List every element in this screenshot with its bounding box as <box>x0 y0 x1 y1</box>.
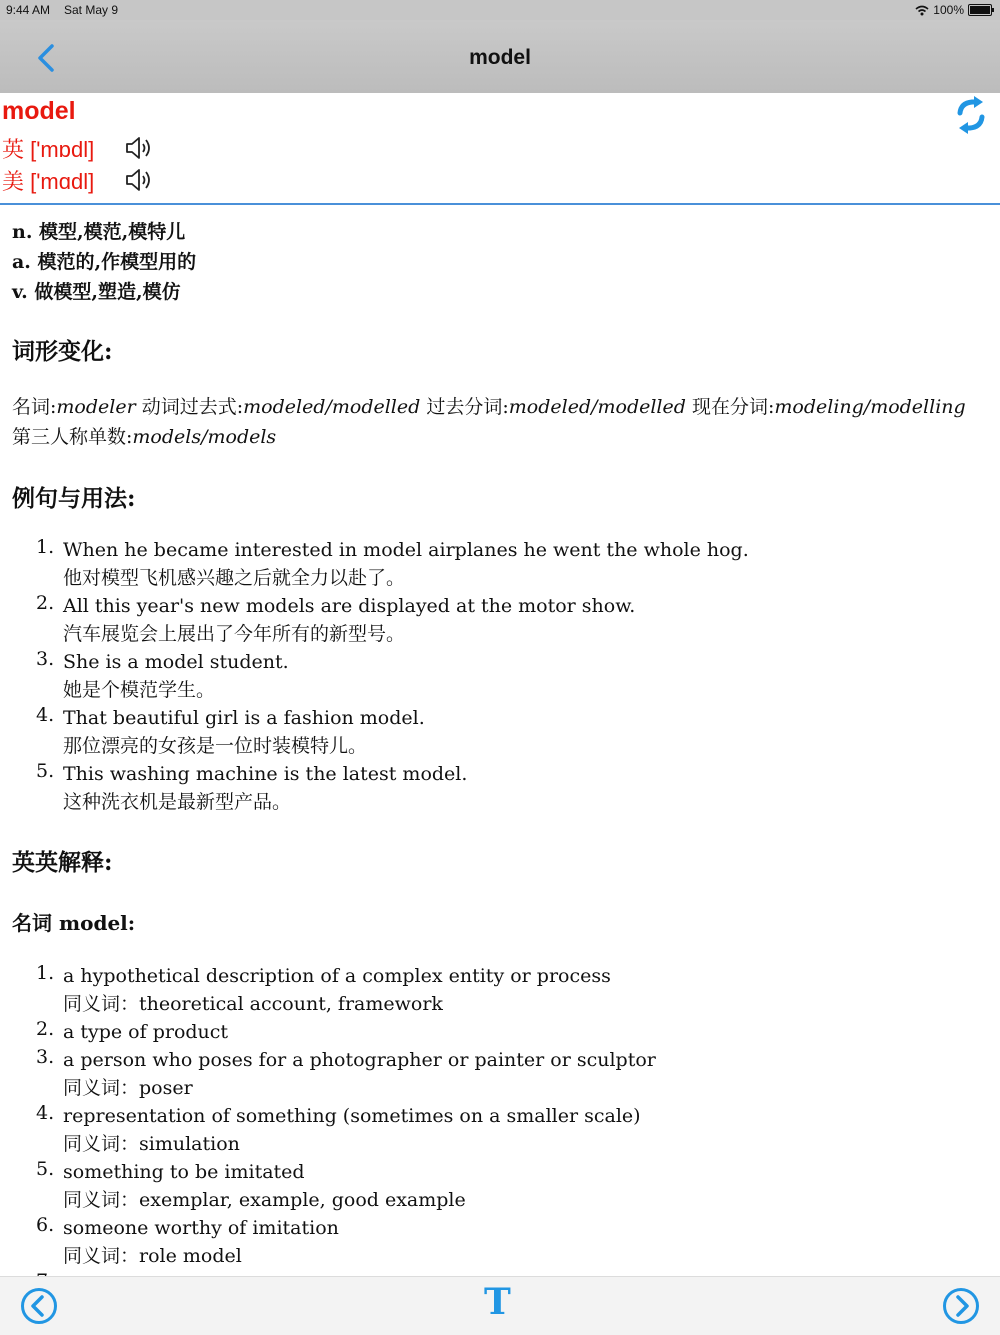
list-item <box>0 1214 656 1270</box>
english-definition: something to be imitated <box>63 1161 305 1183</box>
english-definitions-list <box>0 962 656 1298</box>
list-item <box>0 1018 656 1046</box>
item-number: 5. <box>36 760 55 782</box>
list-item <box>0 1102 656 1158</box>
form-label: 过去分词: <box>420 396 509 418</box>
english-definition: someone worthy of imitation <box>63 1217 339 1239</box>
example-english: She is a model student. <box>63 651 289 673</box>
definition-line: n. 模型,模范,模特儿 <box>12 221 186 243</box>
example-chinese: 他对模型飞机感兴趣之后就全力以赴了。 <box>63 567 406 589</box>
circle-arrow-left-icon[interactable] <box>20 1287 58 1325</box>
form-value: models/models <box>132 426 277 448</box>
navigation-bar <box>0 20 1000 93</box>
form-label: 名词: <box>12 396 57 418</box>
circle-arrow-right-icon[interactable] <box>942 1287 980 1325</box>
example-english: That beautiful girl is a fashion model. <box>63 707 425 729</box>
examples-heading: 例句与用法: <box>12 485 136 512</box>
list-item <box>0 648 749 704</box>
part-of-speech-heading: 名词 model: <box>12 911 136 935</box>
text-size-icon[interactable]: T <box>484 1281 511 1323</box>
speaker-icon[interactable] <box>124 167 154 193</box>
example-english: This washing machine is the latest model. <box>63 763 468 785</box>
definition-line: v. 做模型,塑造,模仿 <box>12 281 181 303</box>
form-label: 第三人称单数: <box>12 426 133 448</box>
example-chinese: 这种洗衣机是最新型产品。 <box>63 791 292 813</box>
english-definition: a hypothetical description of a complex entity or process <box>63 965 611 987</box>
list-item <box>0 962 656 1018</box>
headword: model <box>2 97 76 125</box>
status-bar <box>0 0 1000 20</box>
example-chinese: 她是个模范学生。 <box>63 679 216 701</box>
form-value: modeler <box>56 396 136 418</box>
synonyms: 同义词：role model <box>63 1245 242 1267</box>
item-number: 2. <box>36 1018 55 1040</box>
examples-list <box>0 536 749 816</box>
wifi-icon <box>915 5 929 16</box>
synonyms: 同义词：theoretical account, framework <box>63 993 443 1015</box>
form-label: 现在分词: <box>685 396 775 418</box>
item-number: 4. <box>36 704 55 726</box>
refresh-icon[interactable] <box>952 96 990 134</box>
status-right <box>915 3 992 17</box>
bottom-toolbar <box>0 1276 1000 1335</box>
example-chinese: 那位漂亮的女孩是一位时装模特儿。 <box>63 735 368 757</box>
synonyms: 同义词：exemplar, example, good example <box>63 1189 466 1211</box>
uk-pronunciation: 英 ['mɒdl] <box>2 137 95 162</box>
page-title: model <box>469 46 531 69</box>
definition-content[interactable] <box>0 205 1000 1275</box>
english-definition: representation of something (sometimes on a smaller scale) <box>63 1105 641 1127</box>
item-number: 2. <box>36 592 55 614</box>
form-value: modeled/modelled <box>508 396 686 418</box>
list-item <box>0 1046 656 1102</box>
synonyms: 同义词：poser <box>63 1077 193 1099</box>
word-forms <box>12 392 982 452</box>
basic-definitions <box>12 217 196 307</box>
forms-heading: 词形变化: <box>12 338 113 365</box>
item-number: 4. <box>36 1102 55 1124</box>
status-date: Sat May 9 <box>64 3 119 17</box>
synonyms: 同义词：simulation <box>63 1133 240 1155</box>
form-value: modeled/modelled <box>243 396 421 418</box>
item-number: 6. <box>36 1214 55 1236</box>
list-item <box>0 704 749 760</box>
word-header <box>0 93 1000 205</box>
battery-percent: 100% <box>933 3 964 17</box>
english-definition: a type of product <box>63 1021 229 1043</box>
list-item <box>0 536 749 592</box>
english-definition: a person who poses for a photographer or painter or sculptor <box>63 1049 656 1071</box>
battery-icon <box>968 4 992 16</box>
item-number: 3. <box>36 648 55 670</box>
us-pronunciation: 美 ['mɑdl] <box>2 169 95 194</box>
list-item <box>0 1158 656 1214</box>
status-time: 9:44 AM <box>6 3 51 17</box>
speaker-icon[interactable] <box>124 135 154 161</box>
list-item <box>0 592 749 648</box>
form-value: modeling/modelling <box>774 396 966 418</box>
item-number: 3. <box>36 1046 55 1068</box>
definition-line: a. 模范的,作模型用的 <box>12 251 197 273</box>
item-number: 1. <box>36 536 55 558</box>
form-label: 动词过去式: <box>135 396 244 418</box>
example-english: When he became interested in model airplanes he went the whole hog. <box>63 539 749 561</box>
list-item <box>0 760 749 816</box>
item-number: 1. <box>36 962 55 984</box>
english-heading: 英英解释: <box>12 849 113 876</box>
example-chinese: 汽车展览会上展出了今年所有的新型号。 <box>63 623 406 645</box>
example-english: All this year's new models are displayed at the motor show. <box>63 595 636 617</box>
item-number: 5. <box>36 1158 55 1180</box>
